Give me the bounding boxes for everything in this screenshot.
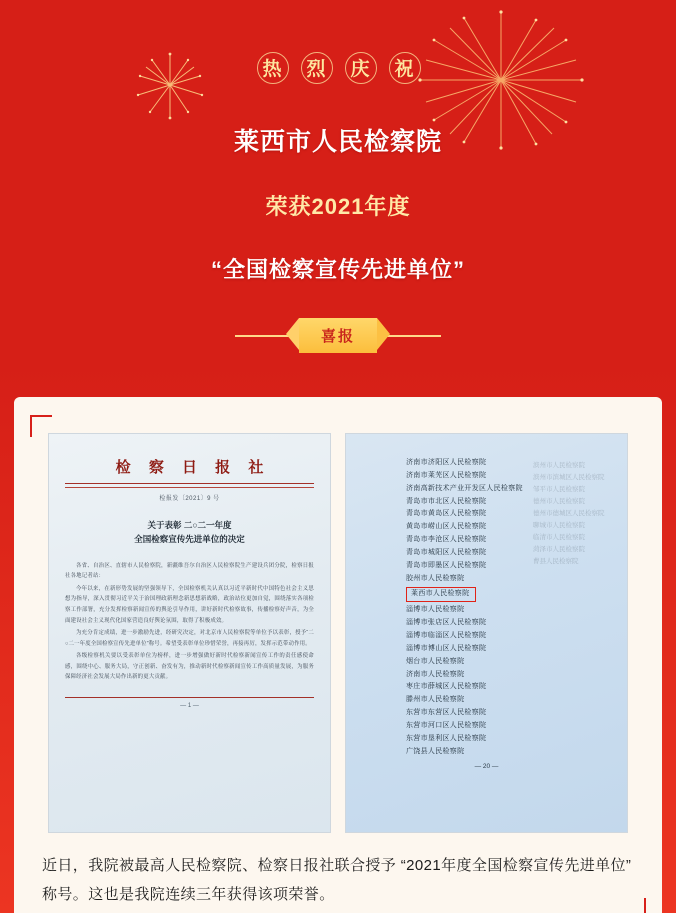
title-subline: 荣获2021年度 — [265, 194, 411, 219]
document-page-number: — 1 — — [180, 702, 199, 709]
list-item: 济南市济阳区人民检察院 — [406, 459, 487, 466]
document-title — [65, 518, 314, 547]
ghost-unit: 滨州市人民检察院 — [533, 462, 585, 469]
document-paragraph: 为充分肯定成绩，进一步激励先进，经研究决定，对北京市人民检察院等单位予以表彰，授予“二○二一年度全国检察宣传先进单位”称号。希望受表彰单位珍惜荣誉，再接再厉，发挥示范带动作用。 — [65, 630, 314, 647]
ghost-unit: 滨州市滨城区人民检察院 — [533, 474, 605, 481]
list-item: 淄博市临淄区人民检察院 — [406, 631, 487, 639]
list-item: 东营市河口区人民检察院 — [406, 721, 487, 729]
content-card — [14, 397, 662, 913]
document-paragraph: 今年以来，在新形势发展的坚强领导下，全国检察机关认真以习近平新时代中国特色社会主义思想为指导，深入贯彻习近平关于治国理政新理念新思想新战略，政治站位更加自觉，围绕落实各项检察工作部署，充分发挥检察新闻宣传的舆论引导作用，讲好新时代检察故事，传播检察好声音，为全面建设社会主义现代化国家营造良好舆论氛围，取得了积极成效。 — [65, 585, 314, 624]
document-scan-left[interactable] — [48, 433, 331, 833]
document-title-line2: 全国检察宣传先进单位的决定 — [134, 534, 245, 545]
list-item: 滕州市人民检察院 — [406, 696, 465, 704]
ghost-unit: 菏泽市人民检察院 — [533, 546, 585, 553]
document-title-line1: 关于表彰 二○二一年度 — [147, 520, 232, 530]
celebrate-char-3: 庆 — [345, 52, 375, 82]
caption-text: 近日，我院被最高人民检察院、检察日报社联合授予 “2021年度全国检察宣传先进单位” 称号。这也是我院连续三年获得该项荣誉。 — [42, 857, 632, 904]
document-images — [40, 429, 636, 847]
list-item: 青岛市城阳区人民检察院 — [406, 548, 487, 556]
document-paragraph: 各省、自治区、直辖市人民检察院，新疆维吾尔自治区人民检察院生产建设兵团分院，检察日报社各地记者站： — [65, 562, 314, 580]
ghost-unit: 德州市德城区人民检察院 — [533, 510, 605, 517]
page-title: 莱西市人民检察院 — [233, 128, 442, 156]
hero-section — [0, 0, 676, 353]
ghost-unit: 邹平市人民检察院 — [533, 486, 585, 493]
celebrate-chars — [0, 52, 676, 82]
list-item: 东营市垦利区人民检察院 — [406, 734, 487, 742]
masthead-rule-thin — [65, 487, 314, 488]
list-item: 胶州市人民检察院 — [406, 574, 465, 582]
masthead-rule — [65, 483, 314, 484]
title-award: “全国检察宣传先进单位” — [210, 257, 465, 282]
list-item: 淄博市人民检察院 — [406, 606, 465, 614]
list-item: 黄岛市崂山区人民检察院 — [406, 523, 487, 531]
celebrate-char-2: 烈 — [301, 52, 331, 82]
card-inner — [30, 415, 646, 913]
list-item: 青岛市市北区人民检察院 — [406, 497, 487, 505]
list-item: 淄博市张店区人民检察院 — [406, 619, 487, 627]
document-scan-right[interactable] — [345, 433, 628, 833]
ghost-unit-column — [533, 460, 619, 565]
list-item: 济南高新技术产业开发区人民检察院 — [406, 484, 523, 492]
document-number: 检报发〔2021〕9 号 — [159, 496, 220, 502]
document-body — [65, 561, 314, 683]
celebrate-char-1: 热 — [257, 52, 287, 82]
celebrate-char-4: 祝 — [389, 52, 419, 82]
ghost-unit: 临清市人民检察院 — [533, 534, 585, 541]
list-item: 青岛市即墨区人民检察院 — [406, 561, 487, 569]
list-item: 青岛市李沧区人民检察院 — [406, 536, 487, 544]
list-item: 东营市东营区人民检察院 — [406, 709, 487, 717]
badge-row — [0, 318, 676, 353]
list-item: 青岛市黄岛区人民检察院 — [406, 510, 487, 518]
corner-mark-bottom-right — [624, 898, 646, 913]
list-item: 济南市人民检察院 — [406, 670, 465, 678]
document-page-number: — 20 — — [474, 763, 499, 771]
ghost-unit: 曹县人民检察院 — [533, 558, 579, 565]
list-item: 淄博市博山区人民检察院 — [406, 644, 487, 652]
document-footer-rule — [65, 697, 314, 698]
document-masthead: 检 察 日 报 社 — [115, 459, 271, 476]
badge-line-left — [235, 335, 293, 337]
badge-line-right — [383, 335, 441, 337]
status-badge: 喜报 — [299, 318, 377, 353]
document-paragraph: 各级检察机关要以受表彰单位为榜样，进一步增强做好新时代检察新闻宣传工作的责任感使命感，围绕中心、服务大局，守正创新、奋发有为，推动新时代检察新闻宣传工作高质量发展，为服务保障经济社会发展大局作出新的更大贡献。 — [65, 653, 314, 681]
list-item: 枣庄市薛城区人民检察院 — [406, 683, 487, 691]
list-item: 济南市莱芜区人民检察院 — [406, 471, 487, 479]
list-item: 广饶县人民检察院 — [406, 747, 465, 755]
list-item: 烟台市人民检察院 — [406, 657, 465, 665]
highlighted-unit: 莱西市人民检察院 — [406, 587, 476, 602]
ghost-unit: 聊城市人民检察院 — [533, 522, 585, 529]
ghost-unit: 德州市人民检察院 — [533, 498, 585, 505]
